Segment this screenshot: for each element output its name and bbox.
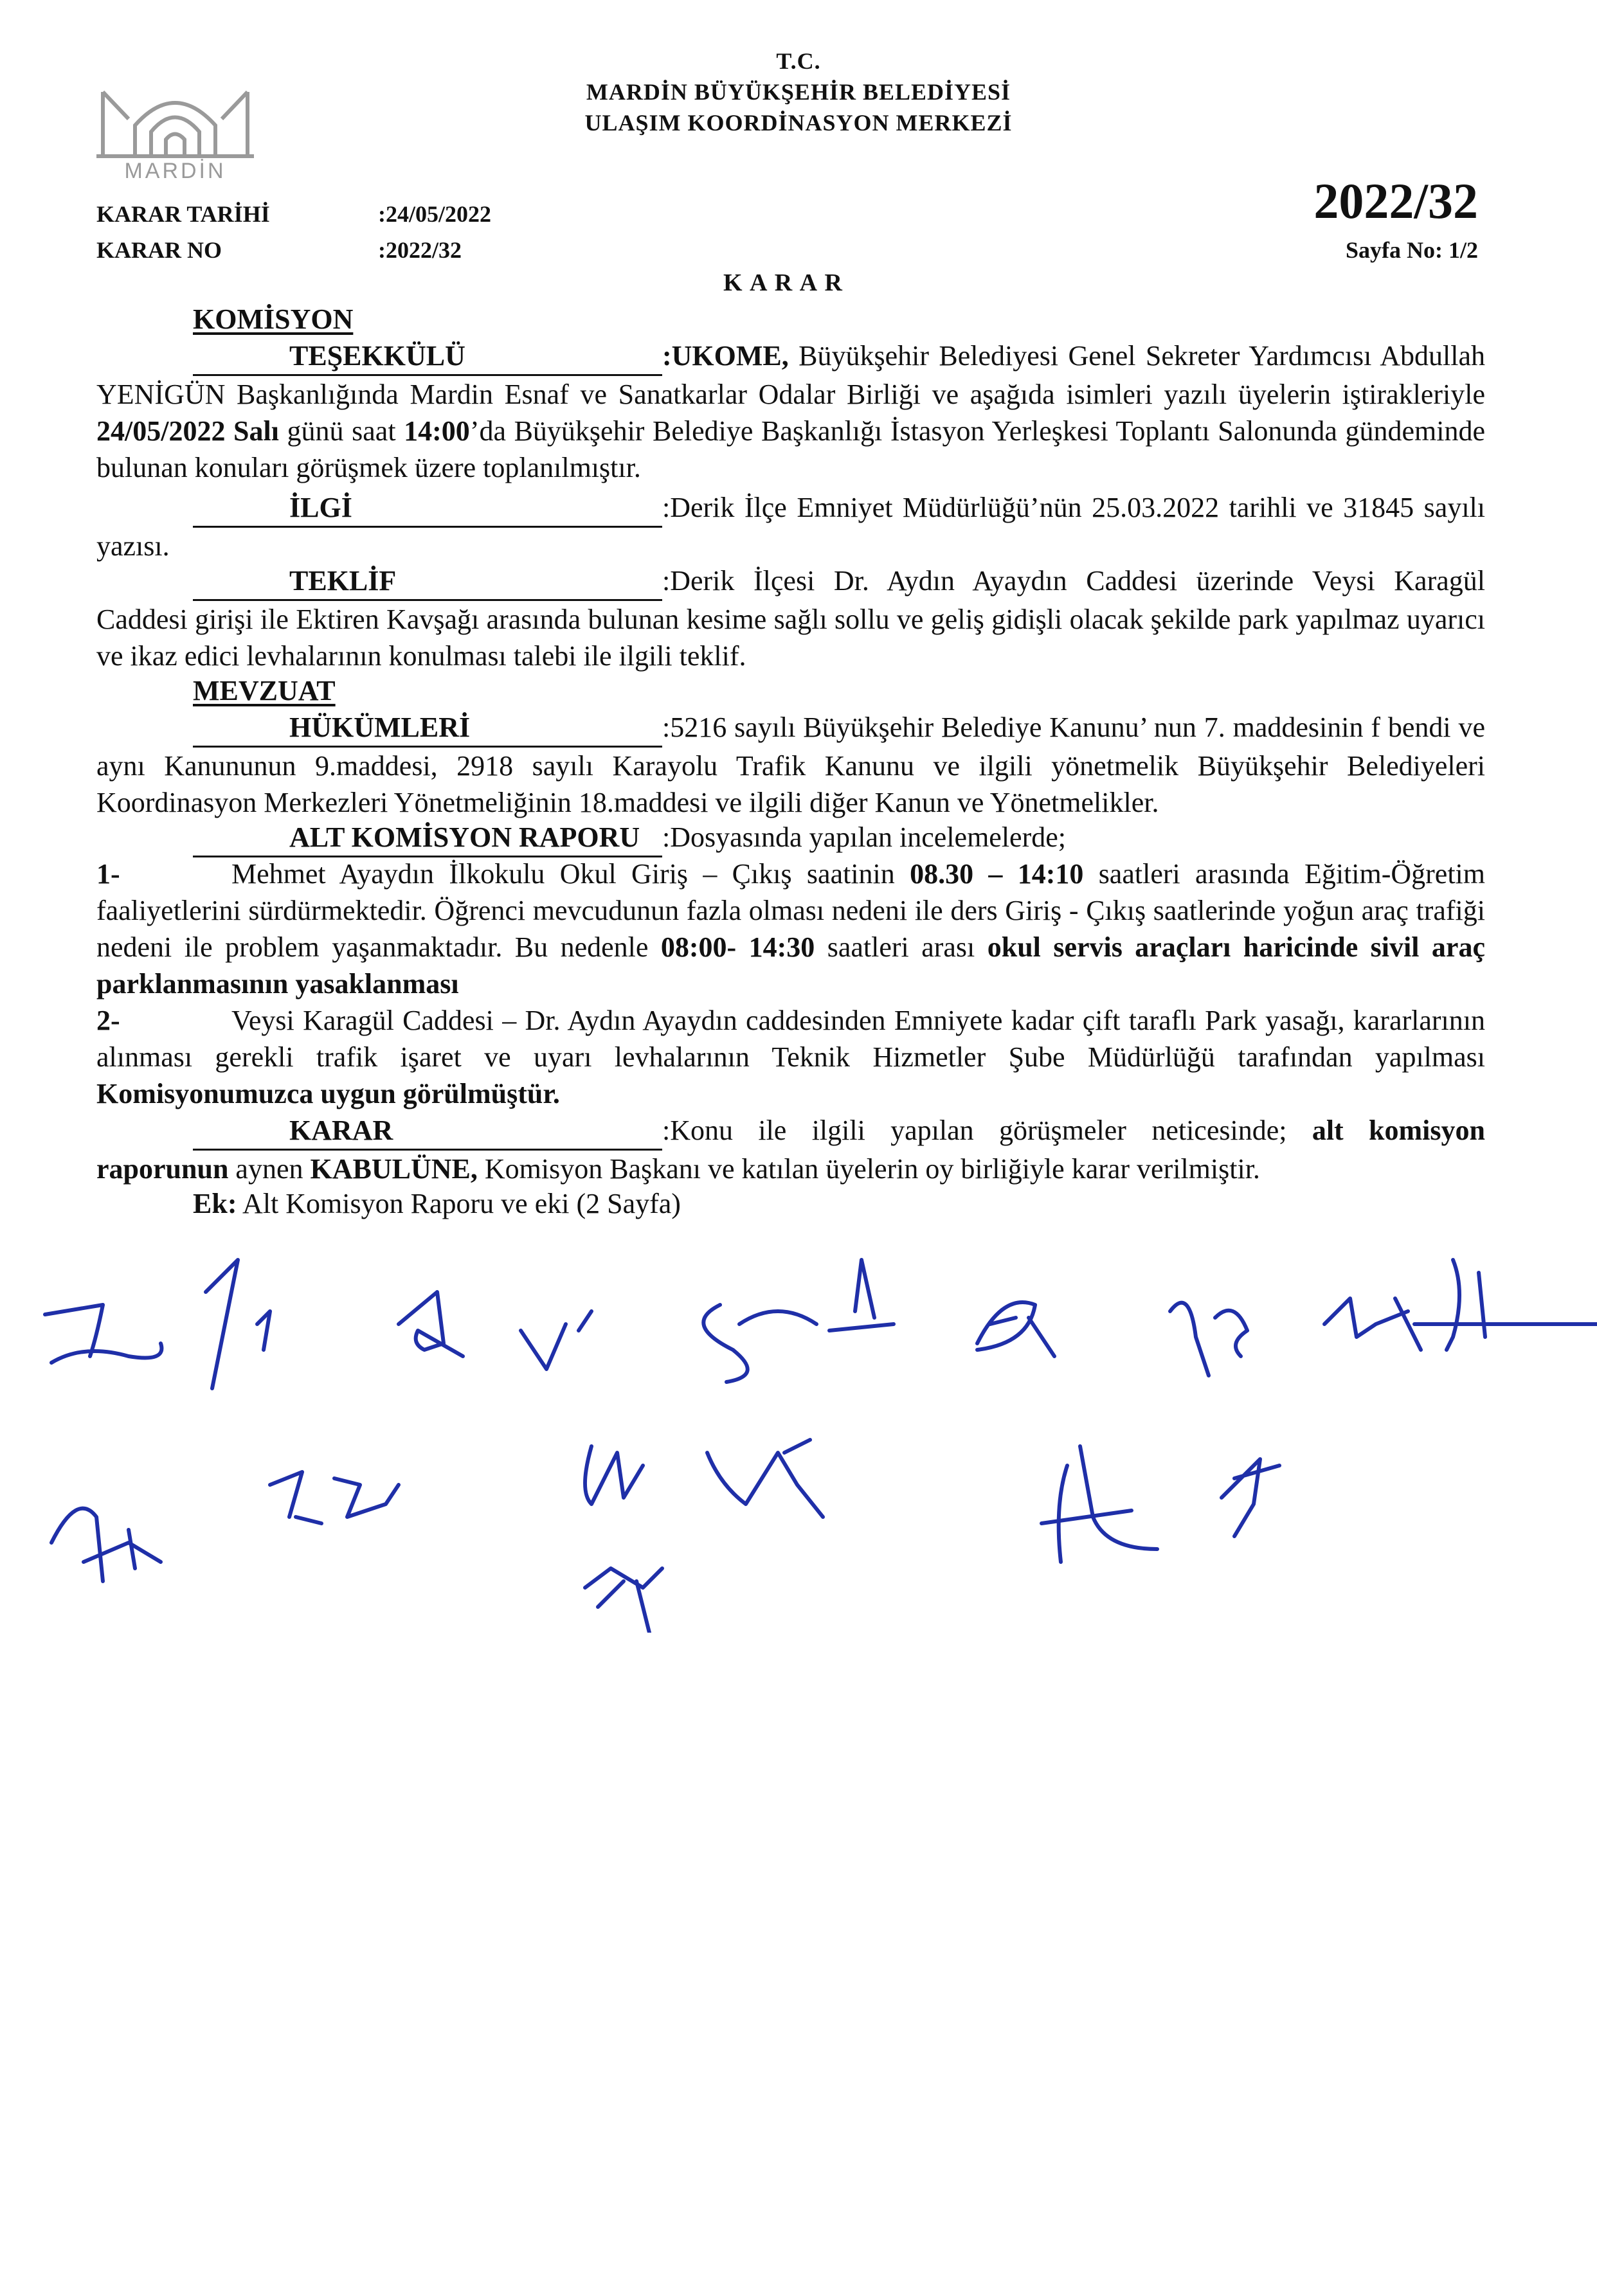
item-1-ban-hours: 08:00- 14:30 [660, 931, 815, 963]
section-mevzuat [96, 672, 1485, 821]
signature-15 [1042, 1446, 1157, 1562]
section-karar [96, 1112, 1485, 1187]
teklif-label: TEKLİF [289, 565, 397, 596]
signature-3 [399, 1292, 463, 1356]
signature-7 [977, 1302, 1054, 1356]
signature-11 [51, 1509, 161, 1581]
komisyon-text-3: ’da Büyükşehir Belediye Başkanlığı İstasyon Yerleşkesi Toplantı Salonunda gündeminde bulunan konuları görüşmek üzere toplanılmıştır. [96, 415, 1485, 483]
signature-9 [1324, 1298, 1421, 1350]
section-ek [96, 1185, 1485, 1222]
ilgi-text: :Derik İlçe Emniyet Müdürlüğü’nün 25.03.2022 tarihli ve 31845 sayılı yazısı. [96, 492, 1485, 562]
hukumleri-label: HÜKÜMLERİ [289, 712, 471, 743]
item-1-text-c: saatleri arası [815, 931, 988, 963]
signature-10 [1414, 1260, 1597, 1350]
decision-date-value: :24/05/2022 [378, 201, 491, 227]
signature-14 [585, 1568, 662, 1633]
header-tc: T.C. [776, 48, 821, 74]
section-komisyon [96, 301, 1485, 486]
signature-1 [45, 1305, 161, 1363]
signature-4 [521, 1311, 591, 1369]
item-1-number: 1- [96, 858, 120, 890]
ek-label: Ek: [193, 1188, 237, 1219]
alt-komisyon-label: ALT KOMİSYON RAPORU [289, 821, 640, 853]
page-number: Sayfa No: 1/2 [1346, 237, 1478, 263]
section-alt-komisyon [96, 819, 1485, 857]
report-item-2 [96, 1002, 1485, 1112]
signature-13 [585, 1440, 823, 1517]
signature-8 [1170, 1303, 1247, 1376]
komisyon-label: KOMİSYON [193, 303, 354, 335]
karar-acceptance: KABULÜNE, [310, 1153, 478, 1185]
signature-12 [270, 1472, 399, 1523]
komisyon-lead: :UKOME, [662, 340, 789, 372]
mevzuat-text: :5216 sayılı Büyükşehir Belediye Kanunu’ nun 7. maddesinin f bendi ve aynı Kanununun 9.maddesi, 2918 sayılı Karayolu Trafik Kanunu ve ilgili yönetmelik Büyükşehir Belediyeleri Koordinasyon Merkezleri Yönetmeliğinin 18.maddesi ve ilgili diğer Kanun ve Yönetmelikler. [96, 712, 1485, 818]
item-1-ban-text: okul servis araçları haricinde sivil araç parklanmasının yasaklanması [96, 931, 1485, 1000]
ilgi-label: İLGİ [289, 492, 352, 523]
header-unit: ULAŞIM KOORDİNASYON MERKEZİ [584, 110, 1013, 136]
header-org: MARDİN BÜYÜKŞEHİR BELEDİYESİ [586, 79, 1011, 105]
ek-text: Alt Komisyon Raporu ve eki (2 Sayfa) [237, 1188, 681, 1219]
item-2-number: 2- [96, 1005, 120, 1036]
meeting-date: 24/05/2022 Salı [96, 415, 279, 447]
signature-5 [703, 1305, 817, 1382]
alt-komisyon-text: :Dosyasında yapılan incelemelerde; [662, 821, 1066, 853]
item-1-text-b: saatleri arasında Eğitim-Öğretim faaliyetlerini sürdürmektedir. Öğrenci mevcudunun fazla olması nedeni ile ders Giriş - Çıkış saatlerinde yoğun araç trafiği nedeni ile problem yaşanmaktadır. Bu nedenle [96, 858, 1485, 963]
logo-text: MARDİN [124, 159, 226, 183]
decision-number-large: 2022/32 [1313, 173, 1478, 229]
document-title: K A R A R [723, 269, 844, 296]
karar-text-c: Komisyon Başkanı ve katılan üyelerin oy birliğiyle karar verilmiştir. [477, 1153, 1260, 1185]
item-1-text-a: Mehmet Ayaydın İlkokulu Okul Giriş – Çıkış saatinin [231, 858, 910, 890]
mevzuat-label: MEVZUAT [193, 675, 336, 706]
karar-text-b: aynen [228, 1153, 311, 1185]
signature-16 [1222, 1459, 1279, 1536]
report-item-1 [96, 856, 1485, 1002]
teklif-text: :Derik İlçesi Dr. Aydın Ayaydın Caddesi üzerinde Veysi Karagül Caddesi girişi ile Ektiren Kavşağı arasında bulunan kesime sağlı sollu ve geliş gidişli olacak şekilde park yapılmaz uyarıcı ve ikaz edici levhalarının konulması talebi ile ilgili teklif. [96, 565, 1485, 672]
signatures [0, 1234, 1597, 1633]
karar-text-a: :Konu ile ilgili yapılan görüşmeler neticesinde; [662, 1115, 1312, 1146]
decision-no-value: :2022/32 [378, 237, 462, 263]
karar-label: KARAR [289, 1115, 393, 1146]
signature-2 [206, 1260, 270, 1388]
item-2-approval: Komisyonumuzca uygun görülmüştür. [96, 1078, 560, 1109]
komisyon-text: Büyükşehir Belediyesi Genel Sekreter Yardımcısı Abdullah YENİGÜN Başkanlığında Mardin Esnaf ve Sanatkarlar Odalar Birliği ve aşağıda isimleri yazılı üyelerin iştirakleriyle [96, 340, 1485, 410]
karar-report: alt komisyon raporunun [96, 1115, 1486, 1185]
item-1-school-hours: 08.30 – 14:10 [910, 858, 1084, 890]
decision-date-label: KARAR TARİHİ [96, 201, 270, 227]
meeting-time: 14:00 [404, 415, 470, 447]
section-teklif [96, 562, 1485, 674]
signature-6 [829, 1260, 894, 1331]
komisyon-text-2: günü saat [278, 415, 404, 447]
tesekkulu-label: TEŞEKKÜLÜ [289, 340, 465, 372]
section-ilgi [96, 489, 1485, 564]
decision-no-label: KARAR NO [96, 237, 222, 263]
item-2-text-a: Veysi Karagül Caddesi – Dr. Aydın Ayaydın caddesinden Emniyete kadar çift taraflı Park yasağı, kararlarının alınması gerekli trafik işaret ve uyarı levhalarının Teknik Hizmetler Şube Müdürlüğü tarafından yapılması [96, 1005, 1485, 1073]
